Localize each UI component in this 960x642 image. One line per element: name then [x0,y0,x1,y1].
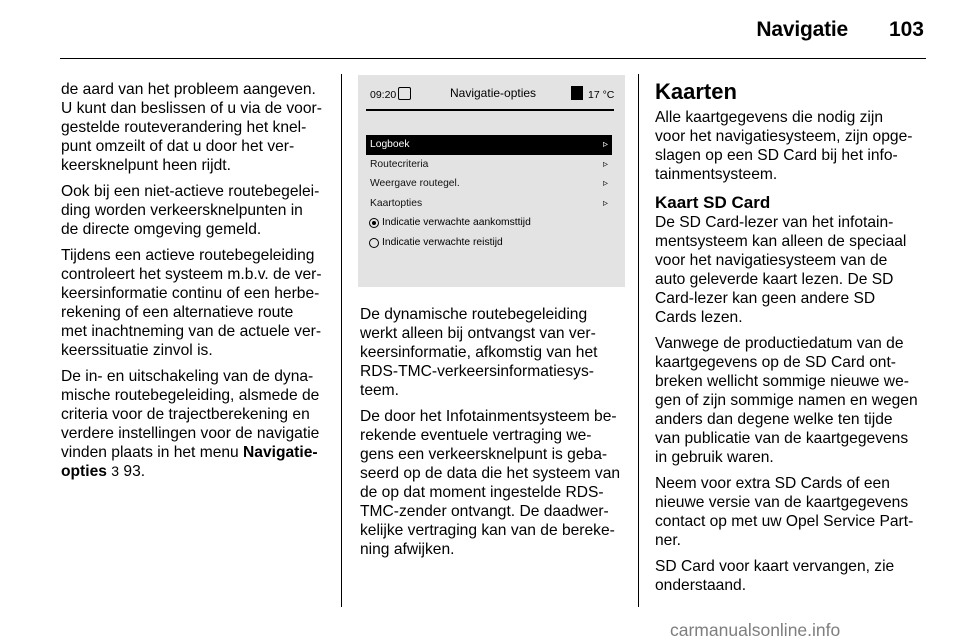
paragraph: Vanwege de productiedatum van de kaartgegevens op de SD Card ont- breken wellicht sommige nieuwe we- gen of zijn sommige namen en wegen anders dan degene welke ten tijde van publicatie van de kaartgegevens in gebruik waren. [655,335,918,466]
menu-item-routecriteria: Routecriteria ▹ [366,155,612,175]
column-1 [61,80,326,488]
chevron-right-icon: ▹ [602,197,608,209]
screen-status-bar [364,85,620,105]
section-heading: Kaarten [655,79,737,104]
page-reference: 93. [123,463,146,480]
screen-divider [366,109,614,111]
chevron-right-icon: ▹ [602,139,608,150]
paragraph: Neem voor extra SD Cards of een nieuwe versie van de kaartgegevens contact op met uw Opel Service Part- ner. [655,475,914,549]
menu-item-weergave-routegel: Weergave routegel. ▹ [366,174,612,194]
radio-option-arrival-time: Indicatie verwachte aankomsttijd [366,213,612,233]
page-title: Navigatie [756,18,848,41]
paragraph: Alle kaartgegevens die nodig zijn voor het navigatiesysteem, zijn opge- slagen op een SD Card bij het info- tainmentsysteem. [655,109,913,183]
column-2 [360,305,625,566]
paragraph: SD Card voor kaart vervangen, zie onderstaand. [655,558,895,594]
paragraph: De SD Card-lezer van het infotain- mentsysteem kan alleen de speciaal voor het navigatiesysteem van de auto geleverde kaart lezen. De SD Card-lezer kan geen andere SD Cards lezen. [655,214,907,326]
radio-option-travel-time: Indicatie verwachte reistijd [366,233,612,253]
header-rule [60,58,926,59]
watermark: carmanualsonline.info [670,620,841,640]
chevron-right-icon: ▹ [602,178,608,190]
radio-unselected-icon [369,238,379,248]
menu-reference-bold: Navigatie- [243,444,318,461]
column-divider-1 [341,74,342,607]
screen-title: Navigatie-opties [450,86,537,100]
paragraph: Tijdens een actieve routebegeleiding controleert het systeem m.b.v. de ver- keersinformatie continu of een herbe- rekening of een alternatieve route met inachtneming van de actuele ver- keerssituatie zinvol is. [61,247,322,359]
radio-selected-icon [369,218,379,228]
screen-menu [366,135,612,253]
screen-temperature: 17 °C [588,89,615,101]
column-3 [655,80,925,602]
menu-reference-bold: opties [61,463,107,480]
page-reference-icon: 3 [111,463,120,479]
paragraph: De in- en uitschakeling van de dyna- mische routebegeleiding, alsmede de criteria voor de trajectberekening en verdere instellingen voor de navigatie vinden plaats in het menu Navigatie- opties 3 93. [61,368,320,480]
column-divider-2 [638,74,639,607]
screen-clock-time: 09:20 [370,89,397,101]
music-note-icon [571,86,583,100]
sub-heading: Kaart SD Card [655,193,771,212]
chevron-right-icon: ▹ [602,158,608,170]
menu-item-logboek: Logboek ▹ [366,135,612,155]
page-number: 103 [888,18,924,41]
navigation-options-screenshot [358,75,625,287]
clock-icon [398,87,411,100]
paragraph: De dynamische routebegeleiding werkt alleen bij ontvangst van ver- keersinformatie, afkomstig van het RDS-TMC-verkeersinformatiesys- teem. [360,306,598,399]
paragraph: de aard van het probleem aangeven. U kunt dan beslissen of u via de voor- gestelde routeverandering het knel- punt omzeilt of dat u door het ver- keersknelpunt heen rijdt. [61,81,322,174]
paragraph: De door het Infotainmentsysteem be- rekende eventuele vertraging we- gens een verkeersknelpunt is geba- seerd op de data die het systeem van de op dat moment ingestelde RDS- TMC-zender ontvangt. De daadwer- kelijke vertraging kan van de bereke- ning afwijken. [360,408,621,558]
menu-item-kaartopties: Kaartopties ▹ [366,194,612,214]
paragraph: Ook bij een niet-actieve routebegelei- ding worden verkeersknelpunten in de directe omgeving gemeld. [61,183,320,238]
